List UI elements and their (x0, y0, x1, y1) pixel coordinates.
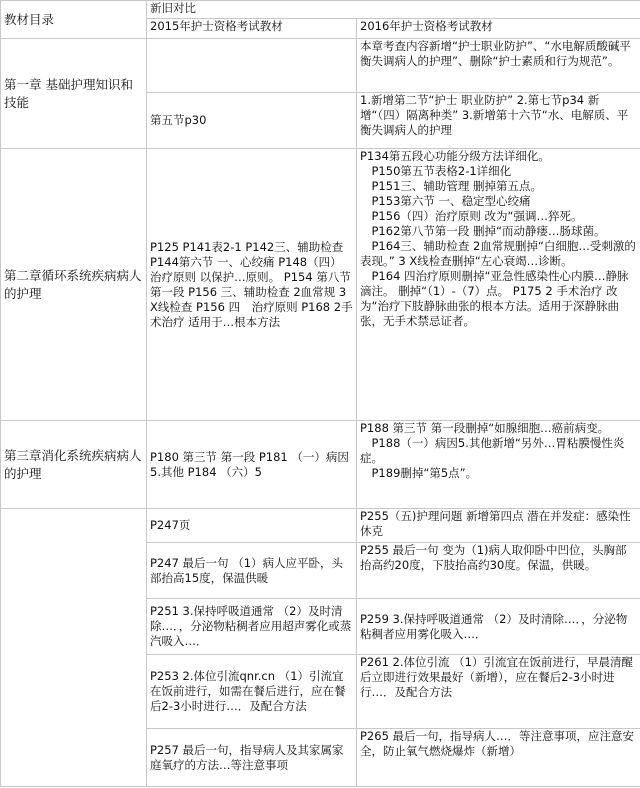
chapter-1: 第一章 基础护理知识和技能 (1, 39, 147, 149)
row4-old: P180 第三节 第一段 P181 （一）病因5.其他 P184 （六）5 (147, 421, 357, 509)
row7-old: P251 3.保持呼吸道通常 （2）及时清除…．，分泌物粘稠者应用超声雾化或蒸汽吸入…． (147, 599, 357, 655)
header-2016: 2016年护士资格考试教材 (357, 19, 640, 39)
row9-old: P257 最后一句，指导病人及其家属家庭氧疗的方法…等注意事项 (147, 729, 357, 787)
row3-new: P134第五段心功能分级方法详细化。 P150第五节表格2-1详细化 P151三、辅助管理 删掉第五点。 P153第六节 一、稳定型心绞痛 P156（四）治疗原则 改为“强调…猝死。 P162第八节第一段 删掉“而动静瘘…肠球菌。 P164三、辅助检查 2血常规删掉“白细胞…受刺激的表现。” 3 X线检查删掉“左心衰竭…诊断。 P164 四治疗原则删掉“亚急性感染性心内膜…静脉滴注。 删掉“（1）-（7）点。 P175 2 手术治疗 改为“治疗下肢静脉曲张的根本方法。适用于深静脉曲张，无手术禁忌证者。 (357, 149, 640, 421)
row6-new: P255 最后一句 变为（1)病人取仰卧中凹位，头胸部抬高约20度，下肢抬高约30度。保温，供暖。 (357, 543, 640, 599)
row1-old (147, 39, 357, 93)
row2-old: 第五节p30 (147, 93, 357, 149)
row5-new: P255（五)护理问题 新增第四点 潜在并发症：感染性休克 (357, 509, 640, 543)
row3-old: P125 P141表2-1 P142三、辅助检查 P144第六节 一、心绞痛 P148（四）治疗原则 以保护…原则。 P154 第八节第一段 P156 三、辅助检查 2血常规 3 X线检查 P156 四 治疗原则 P168 2手术治疗 适用于…根本方法 (147, 149, 357, 421)
row7-new: P259 3.保持呼吸道通常 （2）及时清除…．，分泌物粘稠者应用雾化吸入…． (357, 599, 640, 655)
row8-old: P253 2.体位引流qnr.cn （1）引流宜在饭前进行，如需在餐后进行，应在餐后2-3小时进行…．及配合方法 (147, 655, 357, 729)
chapter-3: 第三章消化系统疾病病人的护理 (1, 421, 147, 509)
row8-new: P261 2.体位引流 （1）引流宜在饭前进行，早晨清醒后立即进行效果最好（新增），应在餐后2-3小时进行…．及配合方法 (357, 655, 640, 729)
header-catalog: 教材目录 (1, 1, 147, 39)
row9-new: P265 最后一句，指导病人…．等注意事项，应注意安全，防止氧气燃烧爆炸（新增） (357, 729, 640, 787)
chapter-4 (1, 509, 147, 787)
header-2015: 2015年护士资格考试教材 (147, 19, 357, 39)
row1-new: 本章考查内容新增“护士职业防护”、“水电解质酸碱平衡失调病人的护理”、删除“护士素质和行为规范”。 (357, 39, 640, 93)
header-comparison: 新旧对比 (147, 1, 640, 19)
row2-new: 1.新增第二节“护士 职业防护” 2.第七节p34 新增“（四）隔离种类” 3.新增第十六节“水、电解质、平衡失调病人的护理 (357, 93, 640, 149)
row6-old: P247 最后一句 （1）病人应平卧，头部抬高15度，保温供暖 (147, 543, 357, 599)
chapter-2: 第二章循环系统疾病病人的护理 (1, 149, 147, 421)
row5-old: P247页 (147, 509, 357, 543)
row4-new: P188 第三节 第一段删掉“如腺细胞…癌前病变。 P188（一）病因5.其他新增“另外…胃粘膜慢性炎症。 P189删掉“第5点”。 (357, 421, 640, 509)
